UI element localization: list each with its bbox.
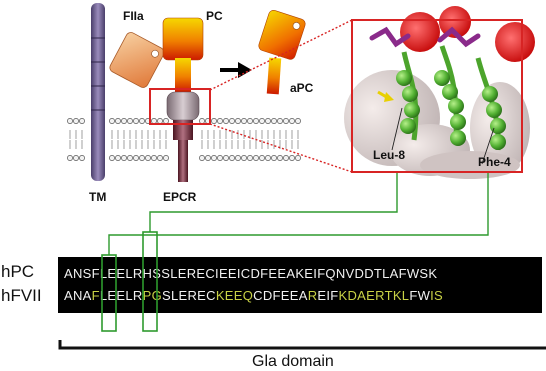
epcr-label: EPCR xyxy=(163,190,197,204)
substituted-residues: Q xyxy=(242,288,254,303)
sequence-segment: ANA xyxy=(64,288,92,303)
substituted-residues: F xyxy=(91,288,100,303)
apc-label: aPC xyxy=(290,81,314,95)
substituted-residues: KL xyxy=(392,288,410,303)
substituted-residues: PG xyxy=(142,288,162,303)
phe-column-box xyxy=(102,255,116,331)
substituted-residues: IS xyxy=(430,288,444,303)
sequence-segment: ANSFLEELRHSSLERECIEEICDFEEAKEIFQNVDDTLAFWSK xyxy=(64,266,438,281)
sequence-segment: FW xyxy=(409,288,431,303)
substituted-residues: KDAERT xyxy=(338,288,393,303)
sequence-segment: EIF xyxy=(317,288,339,303)
seq-name-hpc: hPC xyxy=(1,262,35,281)
fiia-label: FIIa xyxy=(123,9,144,23)
substituted-residues: KEE xyxy=(215,288,243,303)
phe4-label: Phe-4 xyxy=(478,155,511,169)
substituted-residues: R xyxy=(307,288,318,303)
sequence-segment: SLEREC xyxy=(161,288,216,303)
seq-name-hfvii: hFVII xyxy=(1,286,42,305)
leu-column-box xyxy=(143,232,157,331)
gla-domain-label: Gla domain xyxy=(252,353,334,370)
tm-label: TM xyxy=(89,190,107,204)
sequence-segment: CDFEEA xyxy=(253,288,308,303)
pc-label: PC xyxy=(206,9,223,23)
sequence-segment: LEELR xyxy=(99,288,143,303)
leu8-label: Leu-8 xyxy=(373,148,406,162)
